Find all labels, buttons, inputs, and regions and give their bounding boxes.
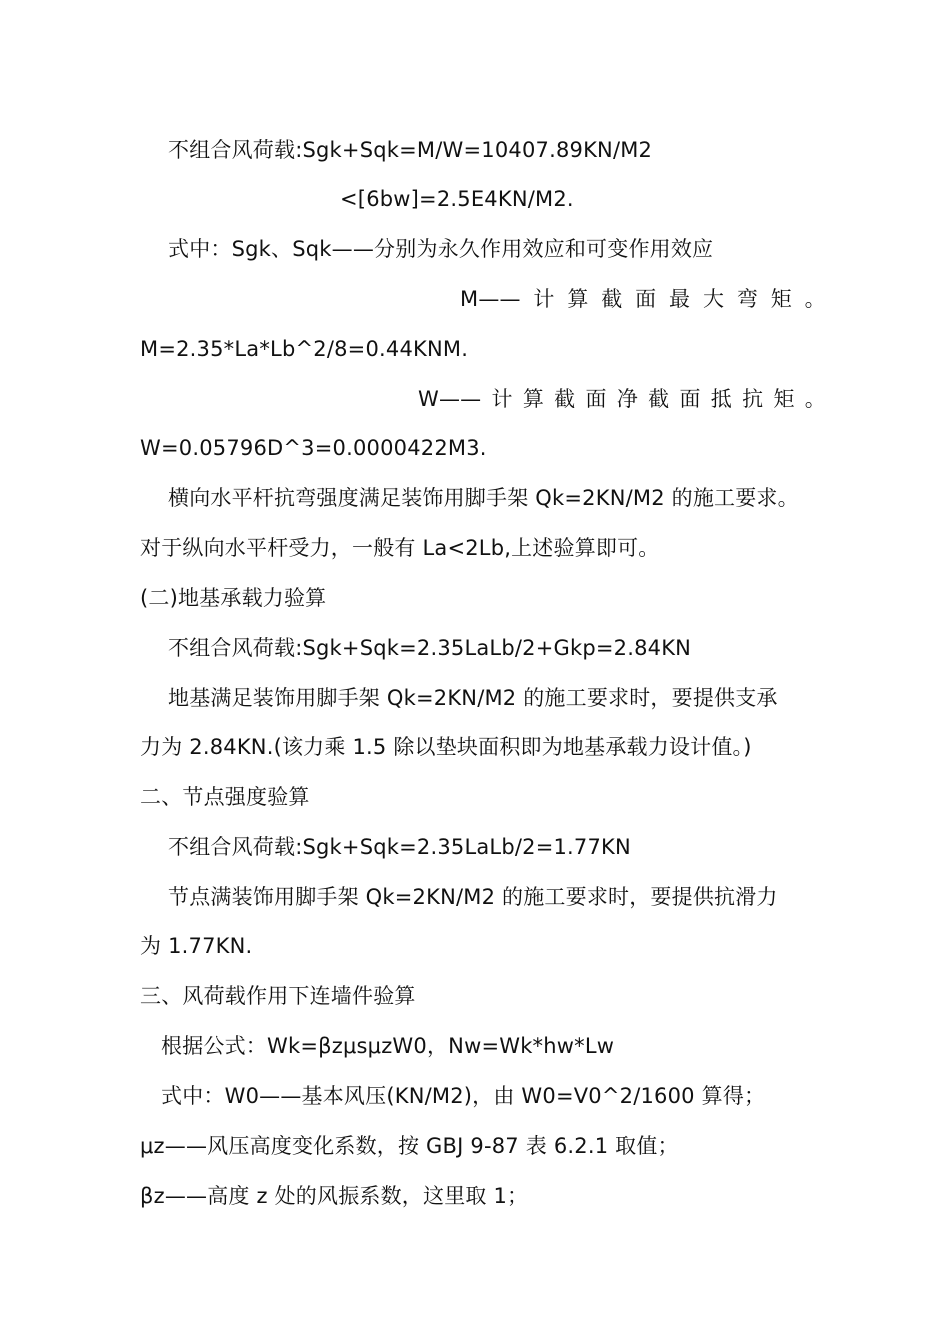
text-fragment: 面: [679, 387, 701, 411]
text-line: M=2.35*La*Lb^2/8=0.44KNM.: [140, 337, 469, 361]
section-heading: 二、节点强度验算: [140, 785, 310, 809]
text-fragment: 大: [702, 287, 725, 311]
text-line: 地基满足装饰用脚手架 Qk=2KN/M2 的施工要求时，要提供支承: [168, 686, 778, 710]
text-fragment: 弯: [736, 287, 759, 311]
text-fragment: 截: [648, 387, 670, 411]
text-fragment: M——: [460, 287, 521, 311]
text-line-justified: [418, 384, 826, 414]
text-line: 不组合风荷载:Sgk+Sqk=2.35LaLb/2+Gkp=2.84KN: [168, 636, 692, 660]
text-fragment: 算: [522, 387, 545, 411]
text-line: W=0.05796D^3=0.0000422M3.: [140, 436, 487, 460]
text-fragment: 最: [669, 287, 691, 311]
text-fragment: 矩: [773, 387, 795, 411]
text-line: βz——高度 z 处的风振系数，这里取 1；: [140, 1184, 529, 1208]
text-fragment: 面: [585, 387, 607, 411]
text-fragment: 截: [554, 387, 576, 411]
text-line: 为 1.77KN.: [140, 934, 253, 958]
text-fragment: 抗: [742, 387, 764, 411]
text-line: <[6bw]=2.5E4KN/M2.: [340, 187, 574, 211]
text-fragment: 抵: [710, 387, 732, 411]
text-fragment: 矩: [770, 287, 792, 311]
section-heading: (二)地基承载力验算: [140, 586, 327, 610]
text-line: 不组合风荷载:Sgk+Sqk=2.35LaLb/2=1.77KN: [168, 835, 631, 859]
text-line: 对于纵向水平杆受力，一般有 La<2Lb,上述验算即可。: [140, 536, 660, 560]
text-fragment: 面: [635, 287, 657, 311]
text-line: 不组合风荷载:Sgk+Sqk=M/W=10407.89KN/M2: [168, 138, 653, 162]
section-heading: 三、风荷载作用下连墙件验算: [140, 984, 416, 1008]
text-fragment: 截: [601, 287, 623, 311]
text-fragment: 计: [533, 287, 555, 311]
text-fragment: W——: [418, 387, 482, 411]
text-line: 节点满装饰用脚手架 Qk=2KN/M2 的施工要求时，要提供抗滑力: [168, 885, 778, 909]
text-line: 横向水平杆抗弯强度满足装饰用脚手架 Qk=2KN/M2 的施工要求。: [168, 486, 799, 510]
text-line: 根据公式：Wk=βzμsμzW0，Nw=Wk*hw*Lw: [161, 1034, 615, 1058]
text-fragment: 。: [804, 387, 826, 411]
text-line: 力为 2.84KN.(该力乘 1.5 除以垫块面积即为地基承载力设计值。): [140, 735, 752, 759]
text-fragment: 净: [616, 387, 639, 411]
text-line: 式中：Sgk、Sqk——分别为永久作用效应和可变作用效应: [168, 237, 714, 261]
text-fragment: 算: [567, 287, 589, 311]
text-fragment: 。: [804, 287, 826, 311]
text-fragment: 计: [491, 387, 513, 411]
text-line: μz——风压高度变化系数，按 GBJ 9-87 表 6.2.1 取值；: [140, 1134, 679, 1158]
text-line-justified: [460, 284, 826, 314]
text-line: 式中：W0——基本风压(KN/M2)，由 W0=V0^2/1600 算得；: [161, 1084, 766, 1108]
